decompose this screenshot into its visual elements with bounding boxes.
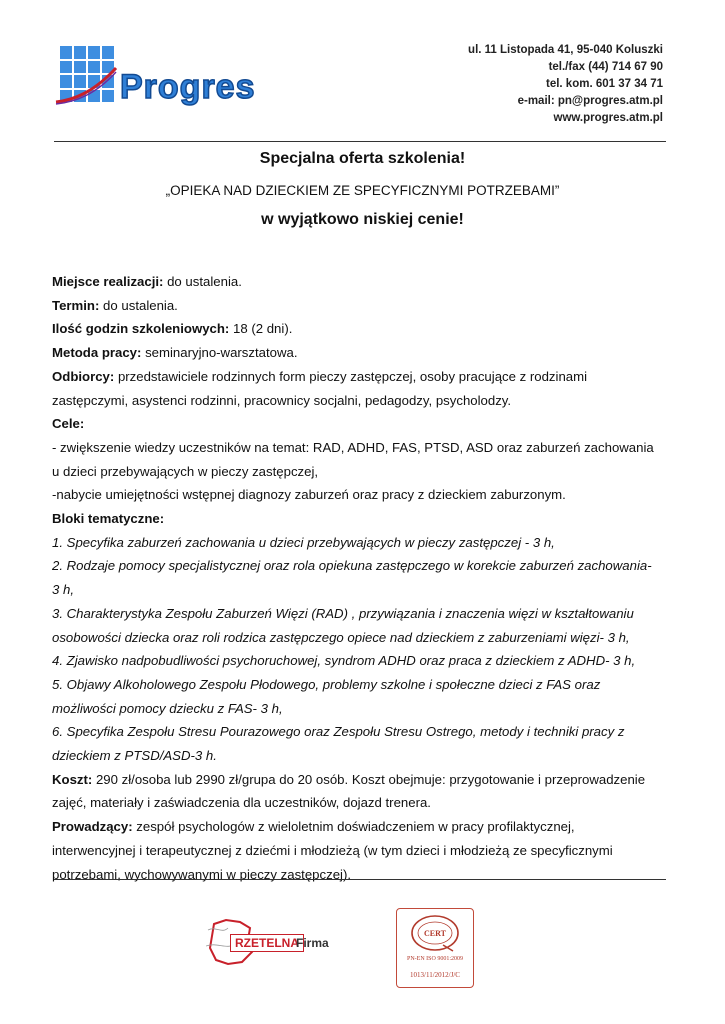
trainers-line: Prowadzący: zespół psychologów z wieloletnim doświadczeniem w pracy profilaktycznej, [52, 819, 575, 835]
topic-2: 2. Rodzaje pomocy specjalistycznej oraz rola opiekuna zastępczego w korekcie zaburzeń zachowania- [52, 558, 652, 574]
progres-logo [54, 46, 284, 116]
course-title: „OPIEKA NAD DZIECKIEM ZE SPECYFICZNYMI POTRZEBAMI” [165, 183, 560, 198]
topics-heading: Bloki tematyczne: [52, 511, 165, 527]
trainers-line-2: interwencyjnej i terapeutycznej z dziećmi i młodzieżą (w tym dzieci i młodzieżą ze specyficznymi [52, 842, 613, 858]
cert-word: CERT [424, 929, 446, 938]
trainers-line-3: potrzebami, wychowywanymi w pieczy zastępczej). [52, 866, 352, 882]
price-heading: w wyjątkowo niskiej cenie! [261, 211, 464, 228]
topic-6-cont: dzieckiem z PTSD/ASD-3 h. [52, 748, 217, 764]
rzetelna-firma-logo [200, 908, 340, 974]
address: ul. 11 Listopada 41, 95-040 Koluszki [468, 44, 663, 56]
topic-3: 3. Charakterystyka Zespołu Zaburzeń Więzi (RAD) , przywiązania i znaczenia więzi w kształtowaniu [52, 605, 634, 621]
offer-details [52, 270, 672, 886]
topic-4: 4. Zjawisko nadpobudliwości psychoruchowej, syndrom ADHD oraz praca z dzieckiem z ADHD- 3 h, [52, 653, 636, 669]
goal-2: -nabycie umiejętności wstępnej diagnozy zaburzeń oraz pracy z dzieckiem zaburzonym. [52, 487, 566, 503]
iso-certificate-badge [396, 908, 474, 988]
tel-fax: tel./fax (44) 714 67 90 [548, 61, 663, 73]
method-line: Metoda pracy: seminaryjno-warsztatowa. [52, 345, 298, 361]
audience-line-2: zastępczymi, asystenci rodzinni, pracownicy socjalni, pedagodzy, psycholodzy. [52, 392, 512, 408]
contact-info [468, 42, 663, 127]
firma-label: Firma [296, 936, 329, 950]
email: e-mail: pn@progres.atm.pl [517, 95, 663, 107]
topic-5: 5. Objawy Alkoholowego Zespołu Płodowego, problemy szkolne i społeczne dzieci z FAS oraz [52, 676, 601, 692]
cert-number: 1013/11/2012/J/C [410, 971, 460, 979]
cert-norm: PN-EN ISO 9001:2009 [406, 956, 463, 962]
website: www.progres.atm.pl [553, 112, 663, 124]
location-line: Miejsce realizacji: do ustalenia. [52, 274, 242, 289]
audience-line: Odbiorcy: przedstawiciele rodzinnych form pieczy zastępczej, osoby pracujące z rodzinami [52, 368, 588, 384]
logo-swoosh-icon [54, 64, 120, 106]
cost-line-2: zajęć, materiały i zaświadczenia dla uczestników, dojazd trenera. [52, 795, 431, 811]
offer-heading: Specjalna oferta szkolenia! [259, 150, 466, 167]
goal-1: - zwiększenie wiedzy uczestników na temat: RAD, ADHD, FAS, PTSD, ASD oraz zaburzeń zachowania [52, 439, 654, 455]
hours-line: Ilość godzin szkoleniowych: 18 (2 dni). [52, 321, 293, 337]
footer-divider [54, 879, 666, 880]
goals-heading: Cele: [52, 416, 85, 432]
tel-mobile: tel. kom. 601 37 34 71 [546, 78, 663, 90]
topic-2-cont: 3 h, [52, 582, 74, 598]
date-line: Termin: do ustalenia. [52, 297, 178, 313]
topic-1: 1. Specyfika zaburzeń zachowania u dzieci przebywających w pieczy zastępczej - 3 h, [52, 534, 555, 550]
header-divider [54, 141, 666, 142]
cost-line: Koszt: 290 zł/osoba lub 2990 zł/grupa do 20 osób. Koszt obejmuje: przygotowanie i przeprowadzenie [52, 771, 646, 787]
topic-3-cont: osobowości dziecka oraz roli rodzica zastępczego opiece nad dzieckiem z zaburzeniami więzi- 3 h, [52, 629, 630, 645]
rzetelna-label: RZETELNA [230, 934, 304, 952]
topic-6: 6. Specyfika Zespołu Stresu Pourazowego oraz Zespołu Stresu Ostrego, metody i techniki pracy z [52, 724, 625, 740]
topic-5-cont: możliwości pomocy dziecku z FAS- 3 h, [52, 700, 283, 716]
logo-wordmark: Progres [120, 68, 256, 106]
goal-1-cont: u dzieci przebywających w pieczy zastępczej, [52, 463, 319, 479]
